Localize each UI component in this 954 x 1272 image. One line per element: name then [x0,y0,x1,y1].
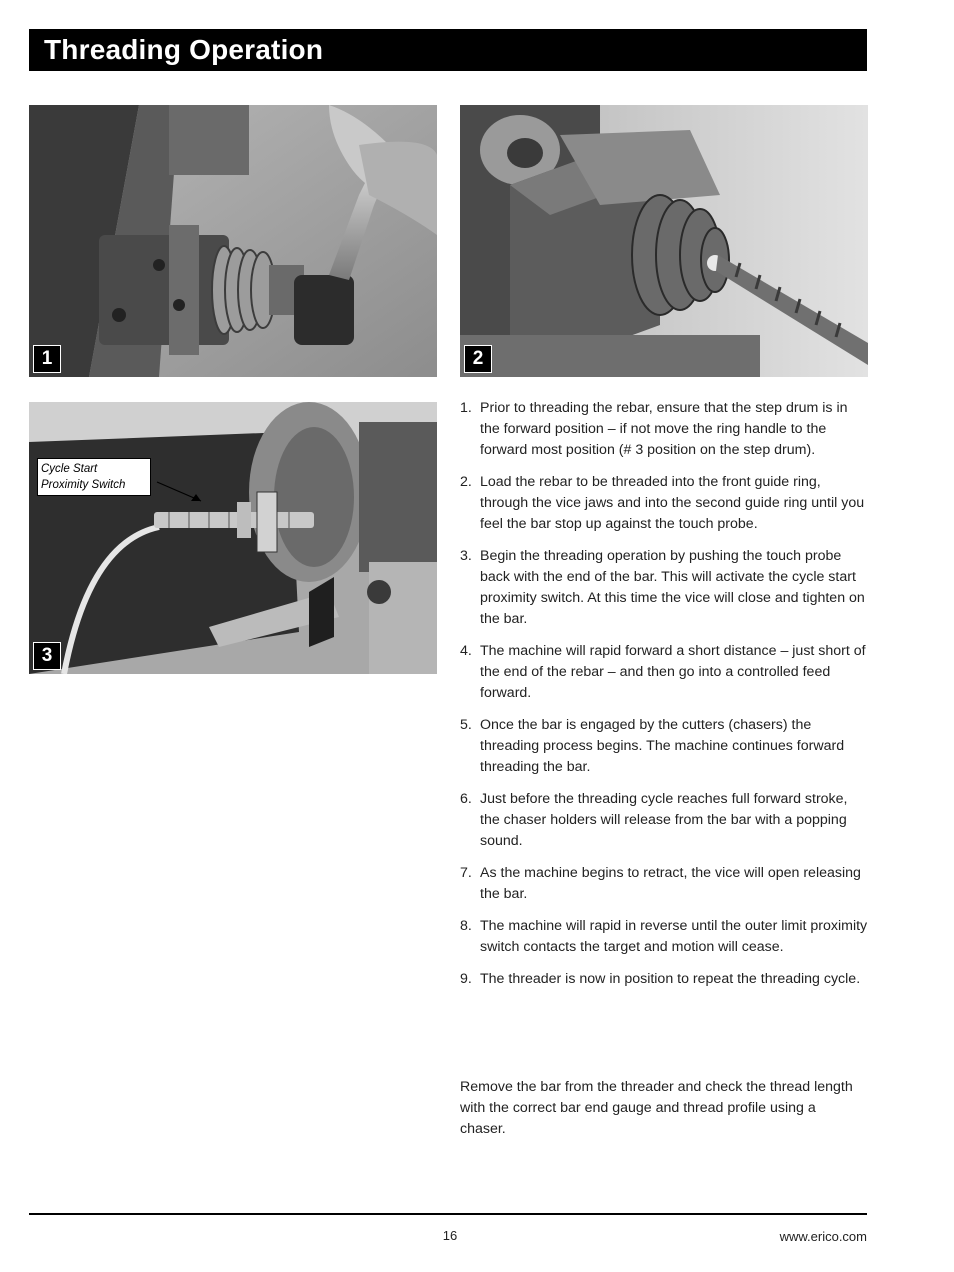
photo-step-drum [29,105,437,377]
page-title: Threading Operation [44,34,324,65]
photo-3-illustration [29,402,437,674]
photo-vice-rebar [460,105,868,377]
photo-2-illustration [460,105,868,377]
list-item: 3. Begin the threading operation by pushing the touch probe back with the end of the bar. This will activate the cycle start proximity switch. At this time the vice will close and tighten on the bar. [460,548,865,627]
page-number: 16 [442,1228,458,1243]
page-title-bar [29,29,867,71]
threading-steps-list [460,398,868,1001]
photo-number-badge: 3 [33,642,61,670]
photo-1-illustration [29,105,437,377]
list-item: 8. The machine will rapid in reverse until the outer limit proximity switch contacts the target and motion will cease. [460,918,868,955]
footer-divider [29,1213,867,1215]
website-link[interactable]: www.erico.com [779,1229,867,1244]
list-item: 4. The machine will rapid forward a short distance – just short of the end of the rebar – and then go into a controlled feed forward. [460,643,866,701]
list-item: 9. The threader is now in position to repeat the threading cycle. [460,971,861,987]
photo-proximity-switch [29,402,437,674]
list-item: 1. Prior to threading the rebar, ensure that the step drum is in the forward position – if not move the ring handle to the forward most position (# 3 position on the step drum). [460,400,848,458]
proximity-switch-callout: Cycle Start Proximity Switch [37,458,151,496]
list-item: 6. Just before the threading cycle reaches full forward stroke, the chaser holders will release from the bar with a popping sound. [460,791,848,849]
photo-number-badge: 2 [464,345,492,373]
closing-paragraph: Remove the bar from the threader and check the thread length with the correct bar end gauge and thread profile using a chaser. [460,1079,853,1137]
list-item: 5. Once the bar is engaged by the cutters (chasers) the threading process begins. The machine continues forward threading the bar. [460,717,845,775]
photo-number-badge: 1 [33,345,61,373]
list-item: 7. As the machine begins to retract, the vice will open releasing the bar. [460,865,861,902]
list-item: 2. Load the rebar to be threaded into the front guide ring, through the vice jaws and into the second guide ring until you feel the bar stop up against the touch probe. [460,474,865,532]
